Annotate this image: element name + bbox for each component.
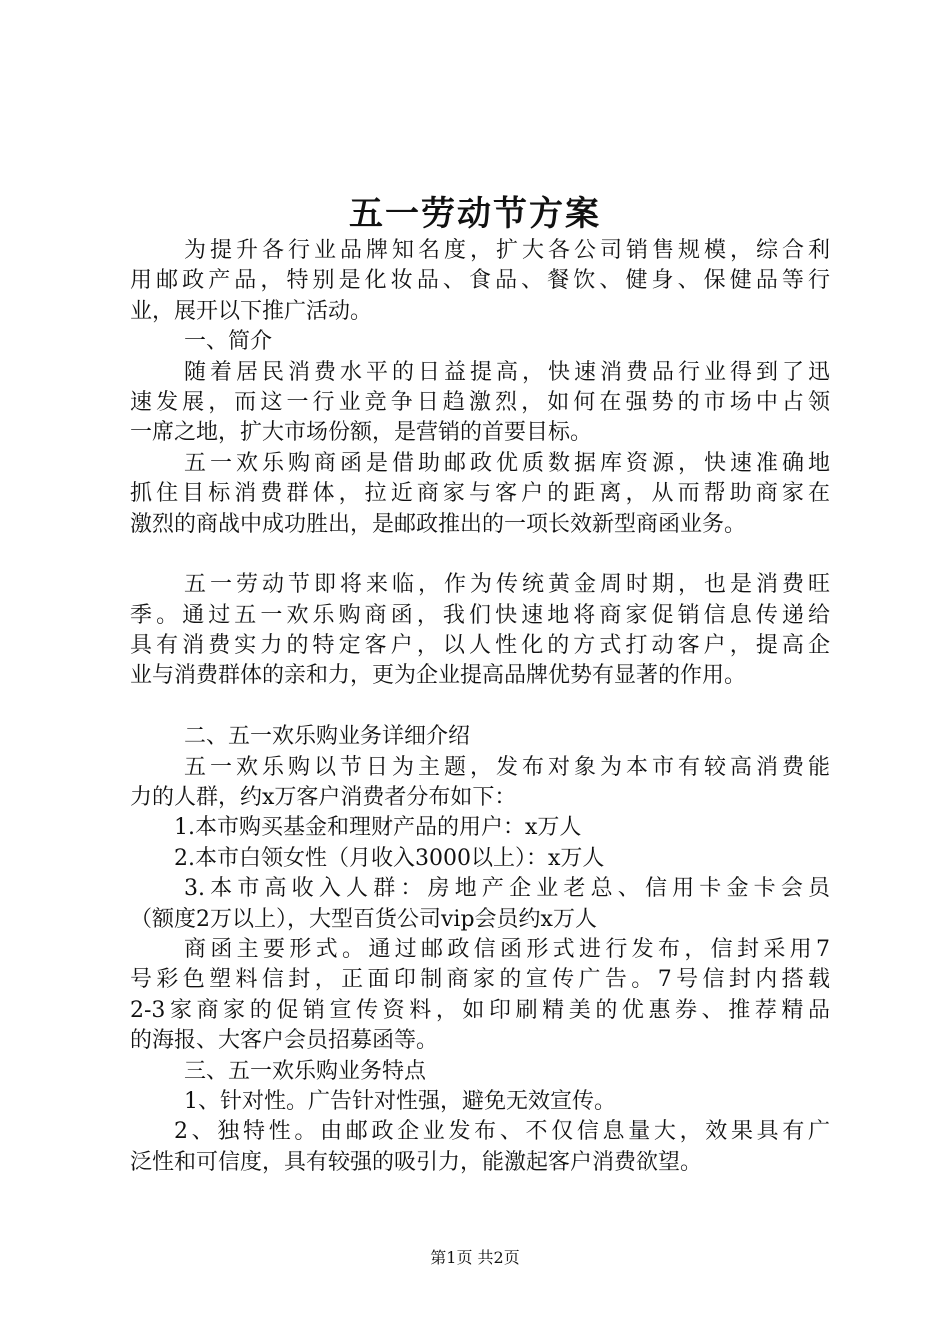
list-item: 2.本市白领女性（月收入3000以上）：x万人 xyxy=(174,845,605,871)
section-heading-3: 三、五一欢乐购业务特点 xyxy=(184,1058,427,1084)
paragraph-line: 五一劳动节即将来临，作为传统黄金周时期，也是消费旺 xyxy=(184,572,830,598)
feature-item: 1、针对性。广告针对性强，避免无效宣传。 xyxy=(184,1088,616,1114)
paragraph-line: 商函主要形式。通过邮政信函形式进行发布，信封采用7 xyxy=(184,936,830,962)
page-footer: 第1页 共2页 xyxy=(430,1248,520,1267)
paragraph-line: 具有消费实力的特定客户，以人性化的方式打动客户，提高企 xyxy=(130,633,830,659)
paragraph-line: 五一欢乐购商函是借助邮政优质数据库资源，快速准确地 xyxy=(184,450,830,476)
paragraph-line: 季。通过五一欢乐购商函，我们快速地将商家促销信息传递给 xyxy=(130,602,830,628)
paragraph-line: 用邮政产品，特别是化妆品、食品、餐饮、健身、保健品等行 xyxy=(130,268,830,294)
paragraph-line: 为提升各行业品牌知名度，扩大各公司销售规模，综合利 xyxy=(184,238,830,263)
paragraph-line: 2-3家商家的促销宣传资料，如印刷精美的优惠券、推荐精品 xyxy=(130,997,830,1023)
list-item: 1.本市购买基金和理财产品的用户：x万人 xyxy=(174,815,582,841)
section-heading-2: 二、五一欢乐购业务详细介绍 xyxy=(184,724,471,750)
paragraph-line: 抓住目标消费群体，拉近商家与客户的距离，从而帮助商家在 xyxy=(130,481,830,507)
paragraph-line: 随着居民消费水平的日益提高，快速消费品行业得到了迅 xyxy=(184,359,830,385)
paragraph-line: 激烈的商战中成功胜出，是邮政推出的一项长效新型商函业务。 xyxy=(130,511,747,537)
document-title: 五一劳动节方案 xyxy=(349,194,601,234)
paragraph-line: 业，展开以下推广活动。 xyxy=(130,298,373,324)
paragraph-line: 的海报、大客户会员招募函等。 xyxy=(130,1028,439,1054)
feature-item: 2、独特性。由邮政企业发布、不仅信息量大，效果具有广 xyxy=(174,1119,830,1145)
paragraph-line: 号彩色塑料信封，正面印制商家的宣传广告。7号信封内搭载 xyxy=(130,967,830,993)
section-heading-1: 一、简介 xyxy=(184,329,273,355)
paragraph-line: 业与消费群体的亲和力，更为企业提高品牌优势有显著的作用。 xyxy=(130,663,747,689)
document-body xyxy=(130,236,830,1178)
paragraph-line: 一席之地，扩大市场份额，是营销的首要目标。 xyxy=(130,420,593,446)
paragraph-line: 速发展，而这一行业竞争日趋激烈，如何在强势的市场中占领 xyxy=(130,389,830,415)
paragraph-line: 五一欢乐购以节日为主题，发布对象为本市有较高消费能 xyxy=(184,754,830,780)
blank-line xyxy=(130,692,830,722)
paragraph-line: 力的人群，约x万客户消费者分布如下： xyxy=(130,785,517,811)
blank-line xyxy=(130,540,830,570)
list-item: 3.本市高收入人群：房地产企业老总、信用卡金卡会员 xyxy=(184,876,830,902)
feature-item-continuation: 泛性和可信度，具有较强的吸引力，能激起客户消费欲望。 xyxy=(130,1149,703,1175)
list-item-continuation: （额度2万以上），大型百货公司vip会员约x万人 xyxy=(130,906,597,932)
